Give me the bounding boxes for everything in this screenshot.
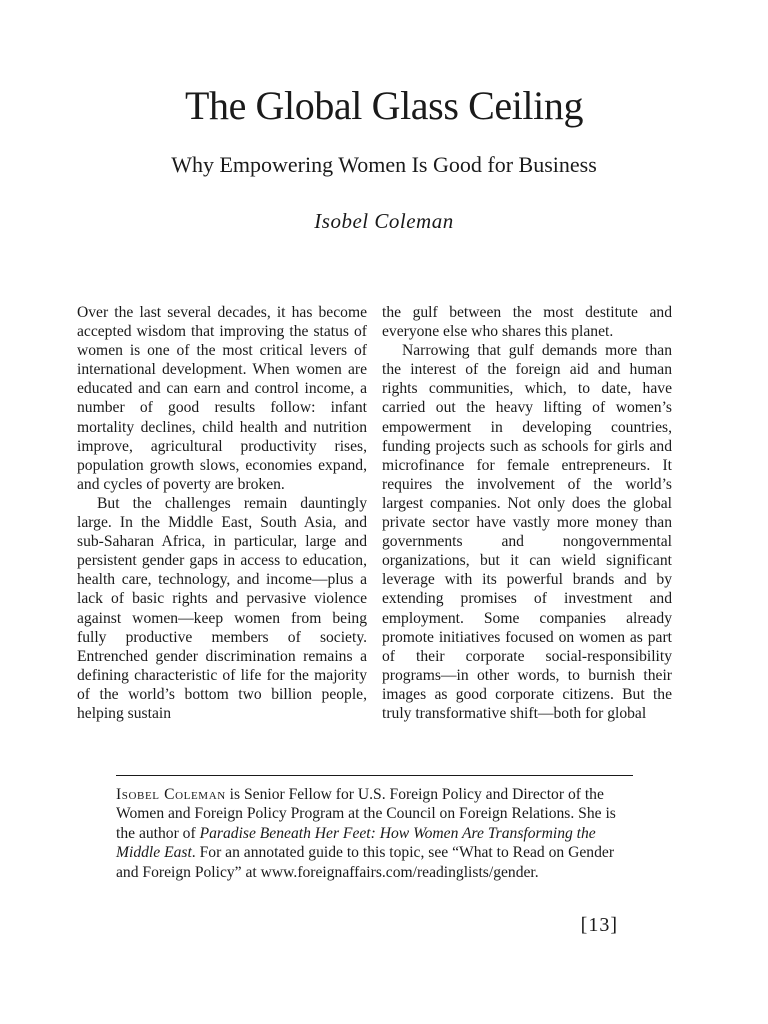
article-subtitle: Why Empowering Women Is Good for Business bbox=[171, 152, 597, 177]
bio-text: is Senior Fellow for U.S. Foreign Policy and Director of the Women and Foreign Policy Program at the Council on Foreign Relations. She is the author of bbox=[116, 786, 616, 842]
body-paragraph: But the challenges remain dauntingly large. In the Middle East, South Asia, and sub-Saharan Africa, in particular, large and persistent gender gaps in access to education, health care, technology, and income—plus a lack of basic rights and pervasive violence against women—keep women from being fully productive members of society. Entrenched gender discrimination remains a defining characteristic of life for the majority of the world’s bottom two billion people, helping sustain bbox=[77, 494, 367, 722]
author-bio bbox=[116, 785, 633, 882]
body-paragraph: Narrowing that gulf demands more than the interest of the foreign aid and human rights communities, which, to date, have carried out the heavy lifting of women’s empowerment in developing countries, funding projects such as schools for girls and microfinance for female entrepreneurs. It requires the involvement of the world’s largest companies. Not only does the global private sector have vastly more money than governments and nongovernmental organizations, but it can wield significant leverage with its powerful brands and by extending promises of investment and employment. Some companies already promote initiatives focused on women as part of their corporate social-responsibility programs—in other words, to burnish their images as good corporate citizens. But the truly transformative shift—both for global bbox=[382, 342, 672, 722]
bio-book-title: Paradise Beneath Her Feet: How Women Are Transforming the Middle East bbox=[116, 824, 596, 862]
body-paragraph: the gulf between the most destitute and everyone else who shares this planet. bbox=[382, 304, 672, 341]
page-number: [13] bbox=[580, 914, 618, 936]
footnote-divider bbox=[116, 775, 633, 776]
body-column-right bbox=[382, 303, 672, 723]
bio-text-guide: . For an annotated guide to this topic, see “What to Read on Gender and Foreign Policy” at www.foreignaffairs.com/readinglists/gender. bbox=[116, 844, 615, 881]
article-title: The Global Glass Ceiling bbox=[184, 83, 584, 128]
bio-author-name: Isobel Coleman bbox=[116, 786, 226, 803]
article-author: Isobel Coleman bbox=[314, 209, 454, 233]
body-column-left bbox=[77, 303, 367, 723]
body-paragraph: Over the last several decades, it has become accepted wisdom that improving the status of women is one of the most critical levers of international development. When women are educated and can earn and control income, a number of good results follow: infant mortality declines, child health and nutrition improve, agricultural productivity rises, population growth slows, economies expand, and cycles of poverty are broken. bbox=[77, 304, 367, 493]
